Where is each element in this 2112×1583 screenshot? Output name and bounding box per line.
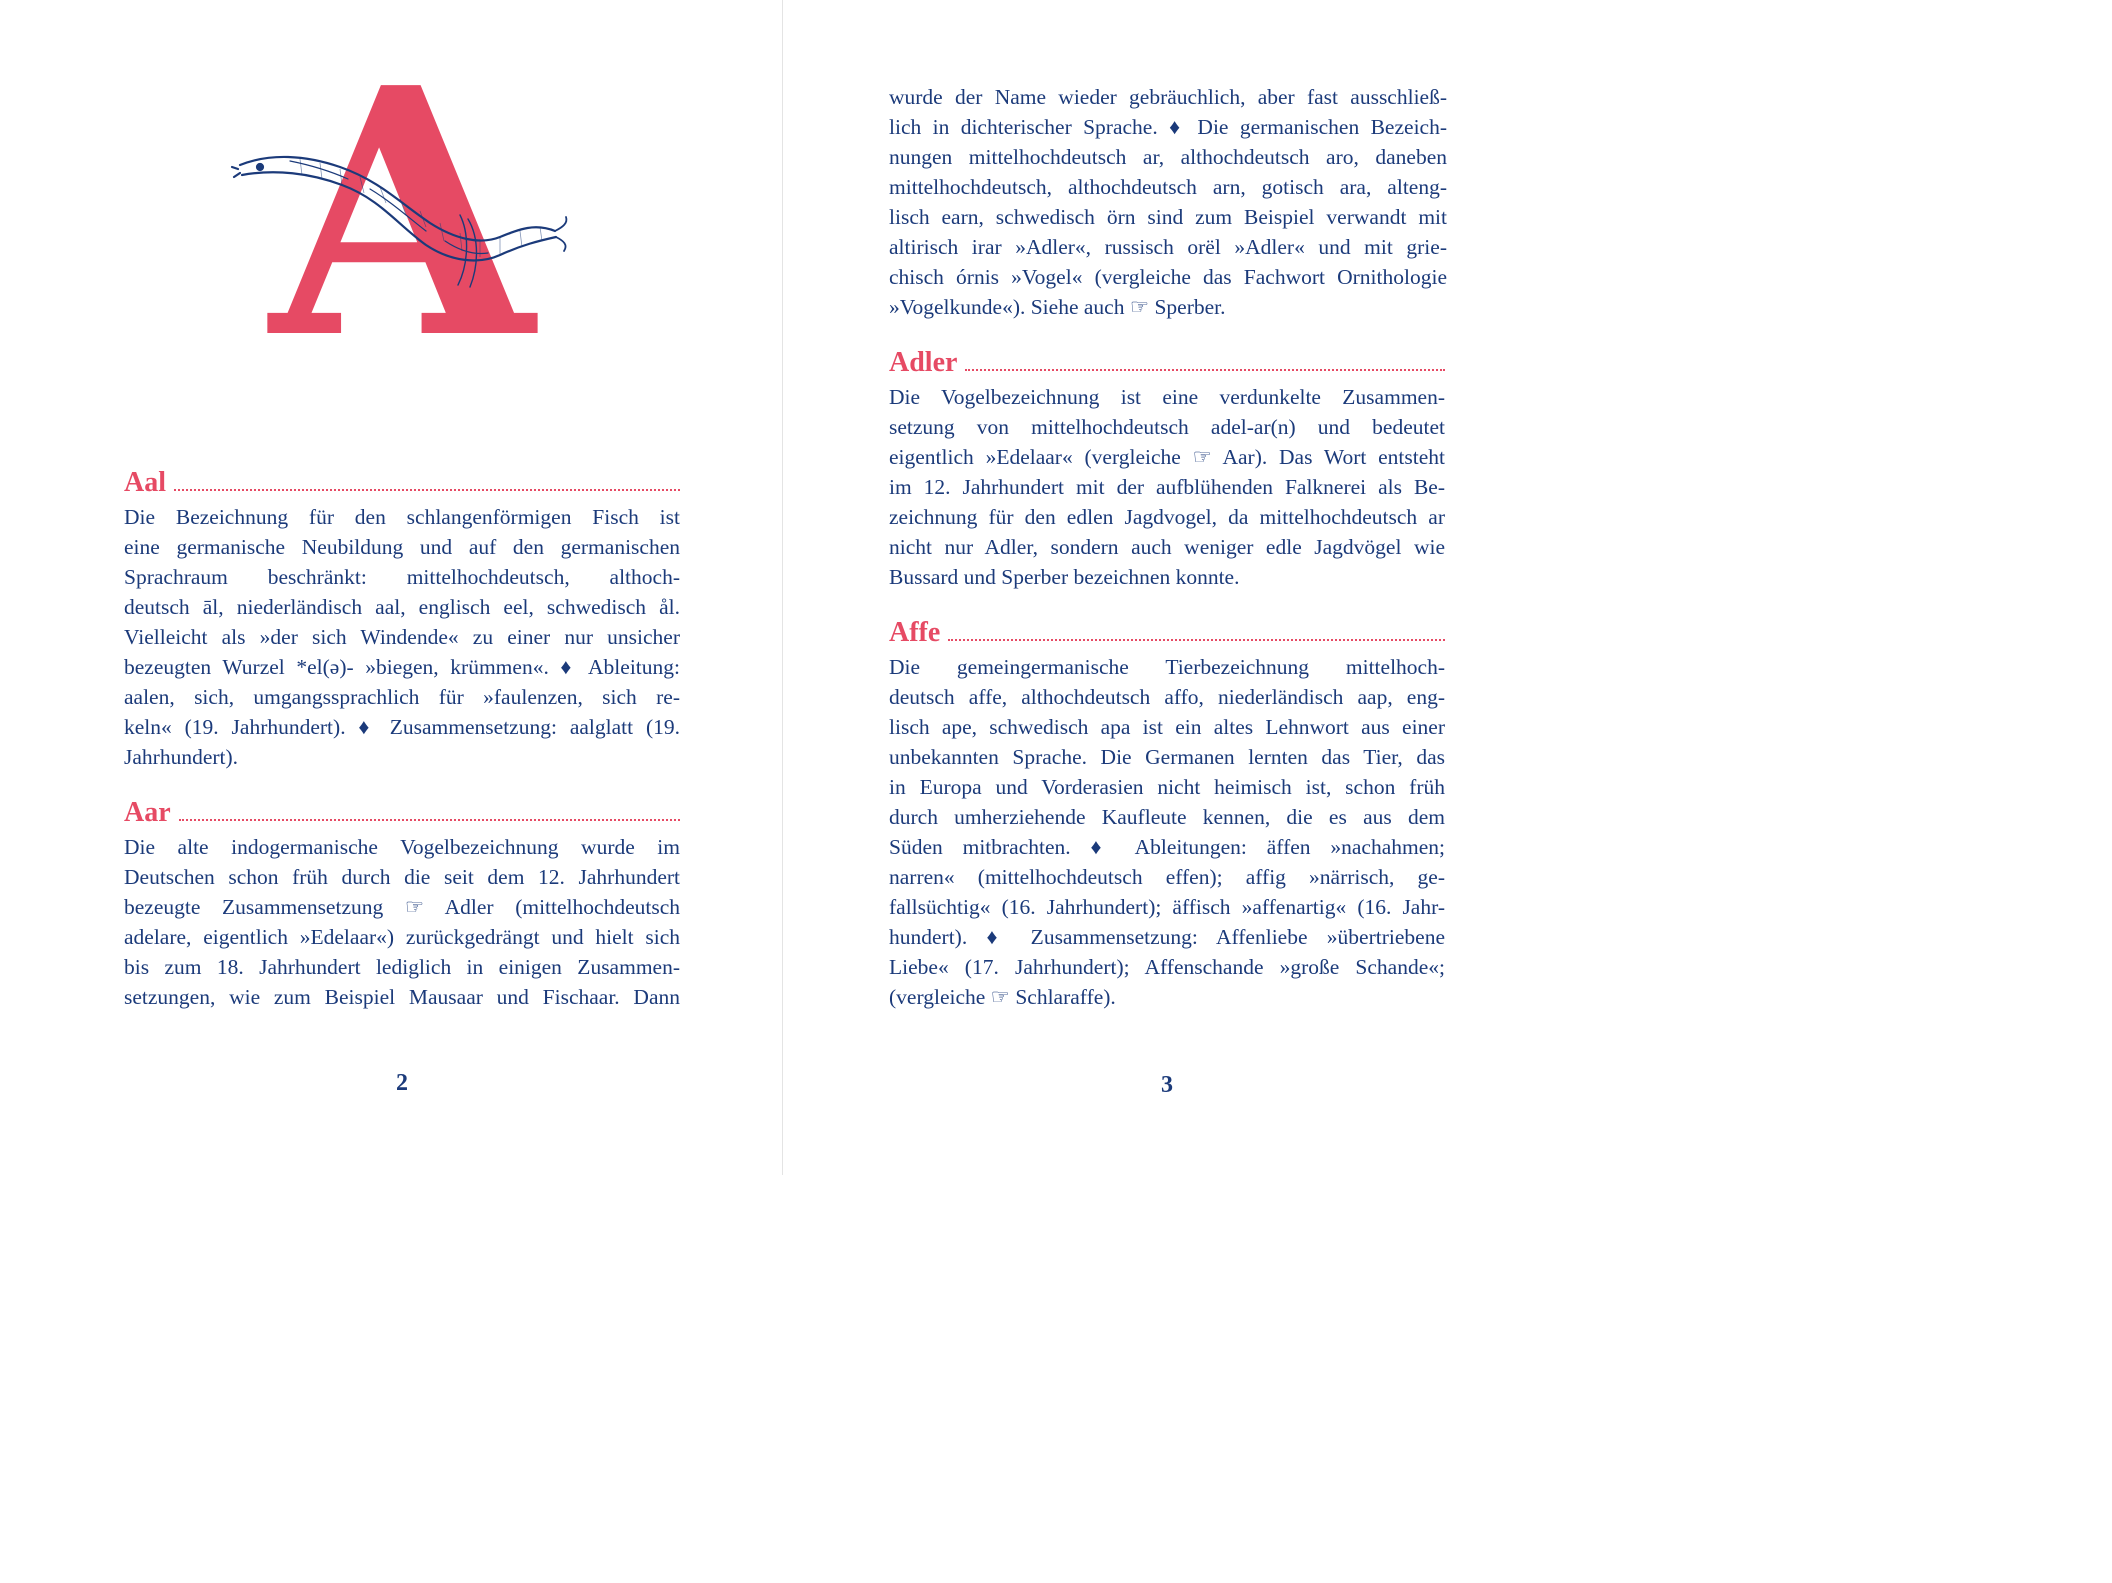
- text-line: wurde der Name wieder gebräuchlich, aber fast ausschließ-: [889, 85, 1447, 109]
- left-page: [0, 0, 782, 1175]
- text-line: Die alte indogermanische Vogelbezeichnung wurde im: [124, 835, 680, 859]
- text-line: Liebe« (17. Jahrhundert); Affenschande »große Schande«;: [889, 955, 1445, 979]
- text-line: fallsüchtig« (16. Jahrhundert); äffisch »affenartig« (16. Jahr-: [889, 895, 1445, 919]
- text-line: Die gemeingermanische Tierbezeichnung mittelhoch-: [889, 655, 1445, 679]
- eel-illustration-icon: [230, 145, 570, 305]
- text-line: altirisch irar »Adler«, russisch orël »Adler« und mit grie-: [889, 235, 1447, 259]
- dotted-leader: [179, 819, 680, 821]
- text-line: »Vogelkunde«). Siehe auch ☞ Sperber.: [889, 295, 1226, 319]
- text-line: Sprachraum beschränkt: mittelhochdeutsch, althoch-: [124, 565, 680, 589]
- text-line: Süden mitbrachten. ♦ Ableitungen: äffen »nachahmen;: [889, 835, 1445, 859]
- text-line: narren« (mittelhochdeutsch effen); affig »närrisch, ge-: [889, 865, 1445, 889]
- text-line: bezeugten Wurzel *el(ə)- »biegen, krümmen«. ♦ Ableitung:: [124, 655, 680, 679]
- text-line: lich in dichterischer Sprache. ♦ Die germanischen Bezeich-: [889, 115, 1447, 139]
- text-line: Jahrhundert).: [124, 745, 239, 769]
- text-line: nungen mittelhochdeutsch ar, althochdeutsch aro, daneben: [889, 145, 1447, 169]
- entry-body: [124, 502, 680, 772]
- text-line: zeichnung für den edlen Jagdvogel, da mittelhochdeutsch ar: [889, 505, 1445, 529]
- entry-title: Aar: [124, 797, 171, 828]
- dotted-leader: [174, 489, 680, 491]
- entry-head: [889, 616, 1445, 648]
- entry-aar: [124, 796, 680, 1012]
- text-line: (vergleiche ☞ Schlaraffe).: [889, 985, 1116, 1009]
- text-line: durch umherziehende Kaufleute kennen, die es aus dem: [889, 805, 1445, 829]
- text-line: mittelhochdeutsch, althochdeutsch arn, gotisch ara, alteng-: [889, 175, 1447, 199]
- entry-adler: [889, 346, 1445, 592]
- page-number: 2: [396, 1070, 408, 1096]
- entry-head: [124, 466, 680, 498]
- text-line: im 12. Jahrhundert mit der aufblühenden Falknerei als Be-: [889, 475, 1445, 499]
- text-line: Vielleicht als »der sich Windende« zu einer nur unsicher: [124, 625, 680, 649]
- text-line: Die Vogelbezeichnung ist eine verdunkelte Zusammen-: [889, 385, 1445, 409]
- text-line: keln« (19. Jahrhundert). ♦ Zusammensetzung: aalglatt (19.: [124, 715, 680, 739]
- entry-title: Aal: [124, 467, 166, 498]
- text-line: Bussard und Sperber bezeichnen konnte.: [889, 565, 1240, 589]
- text-line: chisch órnis »Vogel« (vergleiche das Fachwort Ornithologie: [889, 265, 1447, 289]
- text-line: hundert). ♦ Zusammensetzung: Affenliebe »übertriebene: [889, 925, 1445, 949]
- text-line: setzungen, wie zum Beispiel Mausaar und Fischaar. Dann: [124, 985, 680, 1009]
- text-line: unbekannten Sprache. Die Germanen lernten das Tier, das: [889, 745, 1445, 769]
- entry-body: [124, 832, 680, 1012]
- text-line: eigentlich »Edelaar« (vergleiche ☞ Aar). Das Wort entsteht: [889, 445, 1445, 469]
- text-line: aalen, sich, umgangssprachlich für »faulenzen, sich re-: [124, 685, 680, 709]
- text-line: setzung von mittelhochdeutsch adel-ar(n) und bedeutet: [889, 415, 1445, 439]
- text-line: deutsch āl, niederländisch aal, englisch eel, schwedisch ål.: [124, 595, 680, 619]
- text-line: lisch ape, schwedisch apa ist ein altes Lehnwort aus einer: [889, 715, 1445, 739]
- entry-body: [889, 382, 1445, 592]
- right-page: [783, 0, 1555, 1175]
- entry-affe: [889, 616, 1445, 1012]
- text-line: eine germanische Neubildung und auf den germanischen: [124, 535, 680, 559]
- entry-title: Affe: [889, 617, 941, 648]
- text-line: adelare, eigentlich »Edelaar«) zurückgedrängt und hielt sich: [124, 925, 680, 949]
- text-line: nicht nur Adler, sondern auch weniger edle Jagdvögel wie: [889, 535, 1445, 559]
- text-line: deutsch affe, althochdeutsch affo, niederländisch aap, eng-: [889, 685, 1445, 709]
- page-number: 3: [1161, 1072, 1173, 1098]
- text-line: Die Bezeichnung für den schlangenförmigen Fisch ist: [124, 505, 680, 529]
- text-line: in Europa und Vorderasien nicht heimisch ist, schon früh: [889, 775, 1445, 799]
- text-line: lisch earn, schwedisch örn sind zum Beispiel verwandt mit: [889, 205, 1447, 229]
- entry-aal: [124, 466, 680, 772]
- dotted-leader: [948, 639, 1445, 641]
- text-line: Deutschen schon früh durch die seit dem 12. Jahrhundert: [124, 865, 680, 889]
- entry-title: Adler: [889, 347, 958, 378]
- entry-head: [889, 346, 1445, 378]
- continuation-text: [889, 82, 1447, 322]
- entry-head: [124, 796, 680, 828]
- text-line: bis zum 18. Jahrhundert lediglich in einigen Zusammen-: [124, 955, 680, 979]
- text-line: bezeugte Zusammensetzung ☞ Adler (mittelhochdeutsch: [124, 895, 680, 919]
- initial-letter: A: [270, 15, 534, 414]
- dotted-leader: [965, 369, 1445, 371]
- entry-body: [889, 652, 1445, 1012]
